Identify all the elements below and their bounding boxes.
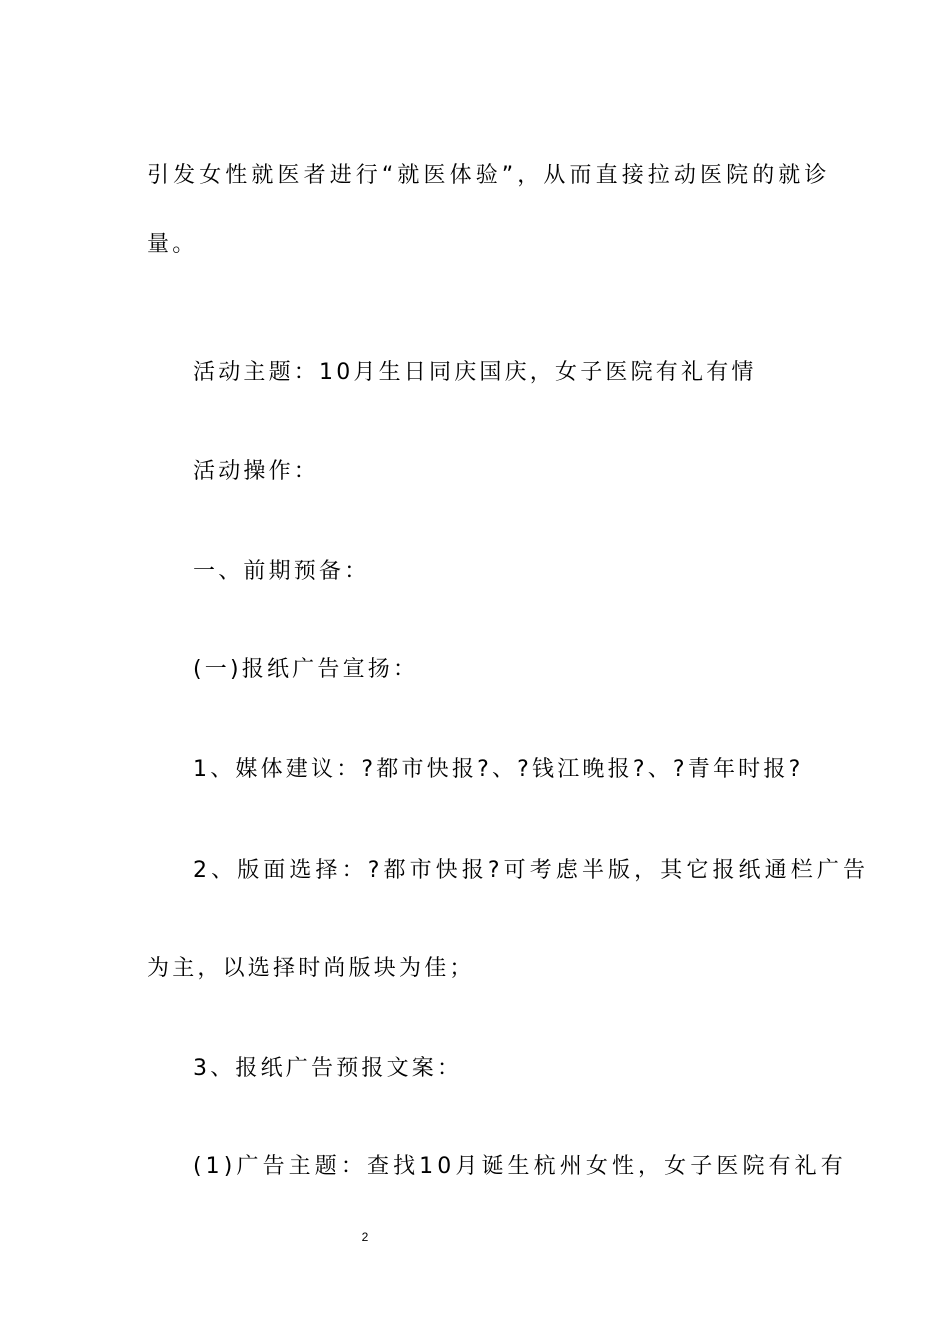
activity-operation-heading: 活动操作： (193, 459, 320, 484)
body-text-line: 引发女性就医者进行“就医体验”，从而直接拉动医院的就诊 (147, 163, 831, 188)
ad-theme-line: (1)广告主题：查找10月诞生杭州女性，女子医院有礼有 (193, 1154, 847, 1179)
media-suggestion-line: 1、媒体建议：?都市快报?、?钱江晚报?、?青年时报? (193, 757, 804, 782)
page-number: 2 (361, 1230, 369, 1244)
layout-selection-line: 2、版面选择：?都市快报?可考虑半版，其它报纸通栏广告 (193, 858, 870, 883)
body-text-line: 量。 (147, 232, 198, 257)
activity-theme-line: 活动主题：10月生日同庆国庆，女子医院有礼有情 (193, 360, 757, 385)
section-heading: 一、前期预备： (193, 559, 370, 584)
subsection-heading: (一)报纸广告宣扬： (193, 657, 419, 682)
copy-heading: 3、报纸广告预报文案： (193, 1056, 463, 1081)
body-text-line: 为主，以选择时尚版块为佳； (147, 956, 475, 981)
